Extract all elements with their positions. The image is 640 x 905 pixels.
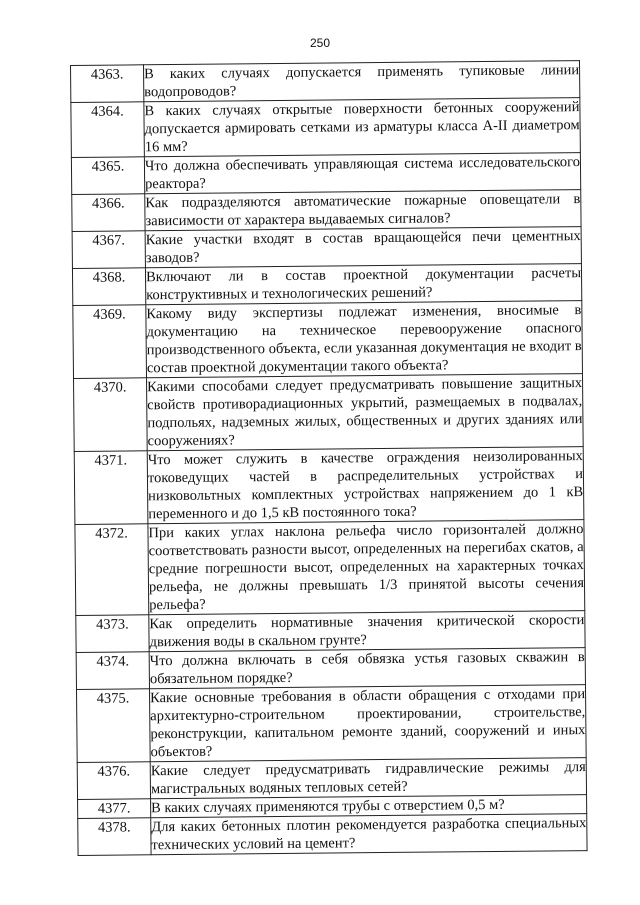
question-text: Что должна обеспечивать управляющая система исследовательского реактора?: [144, 154, 581, 193]
question-text: Как определить нормативные значения критической скорости движения воды в скальном грунте?: [149, 612, 585, 651]
question-text: Включают ли в состав проектной документации расчеты конструктивных и технологических решений?: [145, 265, 582, 304]
question-number: 4368.: [72, 268, 145, 306]
question-text: В каких случаях открытые поверхности бетонных сооружений допускается армировать сетками из арматуры класса А-II диаметром 16 мм?: [144, 99, 580, 156]
question-text: При каких углах наклона рельефа число горизонталей должно соответствовать разности высот, определенных на перегибах скатов, а средние погрешности высот, определенных на характерных точках рельефа, не должны превышать 1/3 принятой высоты сечения рельефа?: [148, 521, 585, 614]
question-number: 4367.: [72, 231, 145, 269]
question-text: Как подразделяются автоматические пожарные оповещатели в зависимости от характера выдаваемых сигналов?: [145, 191, 581, 230]
question-text: В каких случаях применяются трубы с отверстием 0,5 м?: [151, 795, 587, 818]
question-text: Какими способами следует предусматривать повышение защитных свойств противорадиационных укрытий, размещаемых в подвалах, подпольях, надземных жилых, общественных и других зданиях или сооружениях?: [147, 375, 583, 450]
table-row: [74, 447, 584, 525]
table-row: [78, 814, 587, 856]
question-text: Что должна включать в себя обвязка устья газовых скважин в обязательном порядке?: [149, 649, 585, 688]
question-number: 4377.: [78, 799, 151, 819]
question-number: 4372.: [75, 524, 149, 616]
question-text: Какие участки входят в состав вращающейся печи цементных заводов?: [145, 228, 581, 267]
question-number: 4378.: [78, 818, 151, 856]
table-row: [76, 648, 585, 690]
table-row: [74, 374, 584, 452]
table-row: [76, 685, 586, 763]
questions-table: [70, 60, 588, 856]
table-row: [71, 61, 580, 103]
question-number: 4370.: [74, 378, 148, 452]
table-row: [75, 520, 585, 616]
table-row: [72, 190, 581, 232]
question-number: 4366.: [72, 194, 145, 232]
question-text: Что может служить в качестве ограждения неизолированных токоведущих частей в распределительных устройствах и низковольтных комплектных устройствах напряжением до 1 кВ переменного и до 1,5 кВ постоянного тока?: [147, 448, 584, 523]
question-number: 4369.: [73, 305, 147, 379]
question-number: 4375.: [76, 689, 150, 763]
question-number: 4371.: [74, 451, 148, 525]
question-text: Какие основные требования в области обращения с отходами при архитектурно-строительном проектировании, строительстве, реконструкции, капитальном ремонте зданий, сооружений и иных объектов?: [150, 686, 586, 761]
question-number: 4374.: [76, 652, 149, 690]
table-row: [71, 98, 581, 158]
table-row: [71, 153, 580, 195]
question-number: 4364.: [71, 102, 145, 158]
page-number: 250: [309, 36, 331, 50]
question-number: 4365.: [71, 157, 144, 195]
question-text: Какие следует предусматривать гидравлические режимы для магистральных водяных тепловых сетей?: [150, 759, 586, 798]
question-number: 4376.: [77, 762, 150, 800]
question-number: 4373.: [76, 615, 149, 653]
table-row: [72, 264, 581, 306]
question-text: Для каких бетонных плотин рекомендуется разработка специальных технических условий на цемент?: [151, 815, 587, 854]
question-number: 4363.: [71, 65, 144, 103]
table-row: [72, 227, 581, 269]
question-text: Какому виду экспертизы подлежат изменения, вносимые в документацию на техническое перевооружение опасного производственного объекта, если указанная документация не входит в состав проектной документации такого объекта?: [146, 302, 582, 377]
table-row: [77, 758, 586, 800]
question-text: В каких случаях допускается применять тупиковые линии водопроводов?: [144, 62, 580, 101]
table-row: [76, 611, 585, 653]
table-row: [73, 301, 583, 379]
